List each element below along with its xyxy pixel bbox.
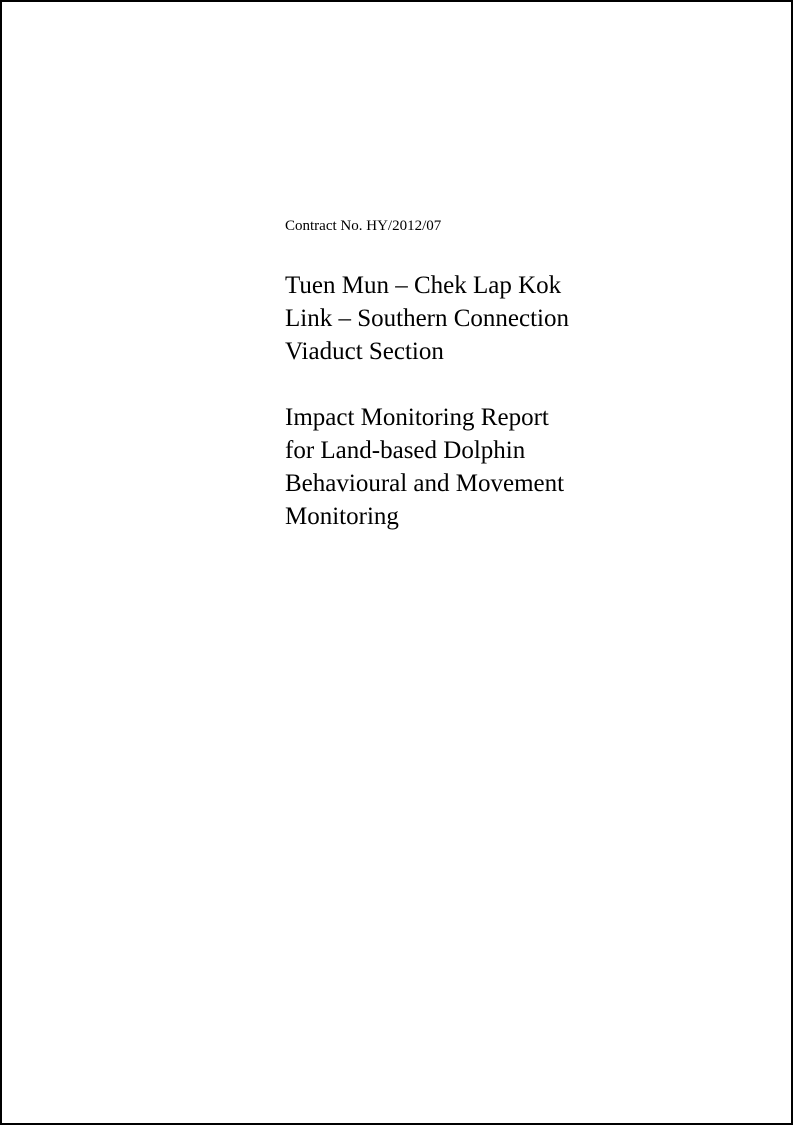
- report-title: [285, 401, 705, 533]
- project-title-line: Viaduct Section: [285, 338, 444, 365]
- project-title-line: Link – Southern Connection: [285, 305, 569, 332]
- project-title: [285, 269, 705, 368]
- cover-content: [285, 216, 705, 533]
- project-title-line: Tuen Mun – Chek Lap Kok: [285, 272, 562, 299]
- contract-number: Contract No. HY/2012/07: [285, 218, 442, 234]
- report-title-line: Impact Monitoring Report: [285, 404, 549, 431]
- report-title-line: Monitoring: [285, 503, 399, 530]
- report-title-line: Behavioural and Movement: [285, 470, 565, 497]
- report-title-line: for Land-based Dolphin: [285, 437, 526, 464]
